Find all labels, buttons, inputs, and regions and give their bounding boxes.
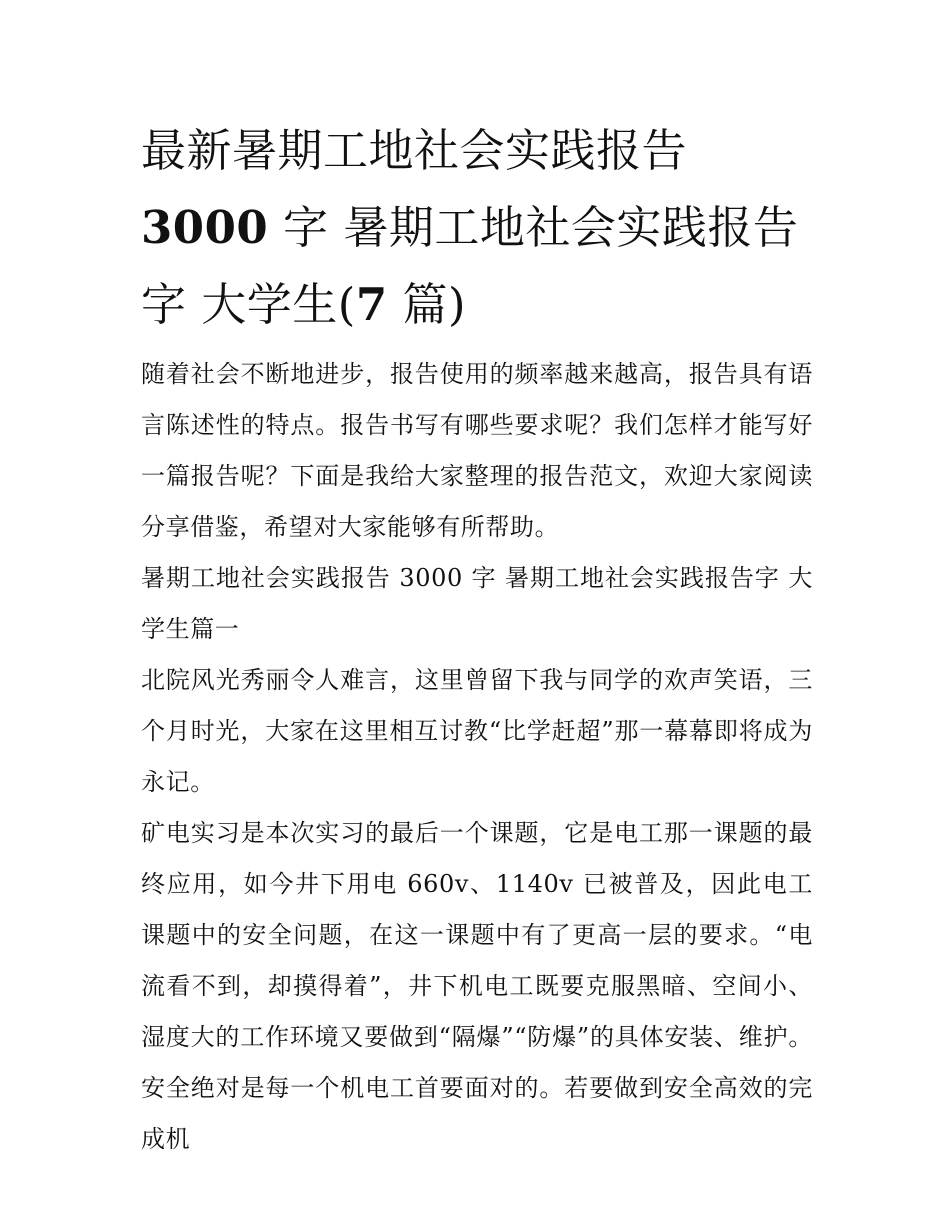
- title-number: 3000: [141, 201, 269, 254]
- document-body: [141, 112, 813, 1165]
- section-heading: 暑期工地社会实践报告 3000 字 暑期工地社会实践报告字 大学生篇一: [141, 564, 813, 643]
- title-text-3: 篇): [387, 278, 467, 331]
- title-text-2: 字 暑期工地社会实践报告字 大学生(: [141, 201, 799, 331]
- body-paragraph: 矿电实习是本次实习的最后一个课题，它是电工那一课题的最终应用，如今井下用电 660v、1140v 已被普及，因此电工课题中的安全问题，在这一课题中有了更高一层的要求。“电流看不到，却摸得着”，井下机电工既要克服黑暗、空间小、湿度大的工作环境又要做到“隔爆”“防爆”的具体安装、维护。安全绝对是每一个机电工首要面对的。若要做到安全高效的完成机: [141, 819, 813, 1153]
- intro-paragraph: 随着社会不断地进步，报告使用的频率越来越高，报告具有语言陈述性的特点。报告书写有哪些要求呢？我们怎样才能写好一篇报告呢？下面是我给大家整理的报告范文，欢迎大家阅读分享借鉴，希望对大家能够有所帮助。: [141, 360, 813, 541]
- document-title: [141, 112, 813, 343]
- title-text-1: 最新暑期工地社会实践报告: [141, 124, 688, 177]
- body-paragraph: 北院风光秀丽令人难言，这里曾留下我与同学的欢声笑语，三个月时光，大家在这里相互讨教“比学赶超”那一幕幕即将成为永记。: [141, 666, 813, 796]
- title-number-2: 7: [355, 278, 388, 331]
